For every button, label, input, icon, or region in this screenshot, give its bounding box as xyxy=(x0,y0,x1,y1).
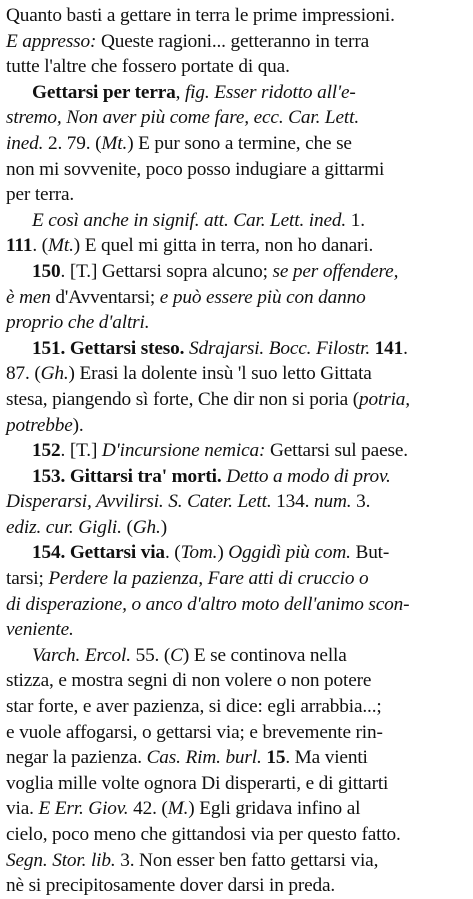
italic-run: C xyxy=(170,644,183,666)
dictionary-entry xyxy=(6,336,467,438)
text-run: e vuole affogarsi, o gettarsi via; e brevemente rin- xyxy=(6,721,383,743)
text-run: 3. xyxy=(351,491,371,513)
italic-run: Cas. Rim. burl. xyxy=(146,747,262,769)
dictionary-entry xyxy=(6,259,467,336)
italic-run: Segn. Stor. lib. xyxy=(6,849,116,871)
bold-run: 150 xyxy=(32,260,61,282)
text-run: ( xyxy=(121,516,133,538)
text-run: . Ma vienti xyxy=(285,747,368,769)
italic-run: proprio che d'altri. xyxy=(6,312,150,334)
text-line xyxy=(6,54,467,80)
dictionary-entry xyxy=(6,464,467,541)
text-run: Queste ragioni... getteranno in terra xyxy=(96,30,369,52)
text-run: , xyxy=(175,81,185,103)
italic-run: è men xyxy=(6,286,51,308)
text-run: 87. ( xyxy=(6,363,41,385)
bold-run: 152 xyxy=(32,440,61,462)
text-run: stizza, e mostra segni di non volere o non potere xyxy=(6,670,372,692)
bold-run: 15 xyxy=(266,747,286,769)
bold-run: 151. Gettarsi steso. xyxy=(32,337,185,359)
italic-run: E appresso: xyxy=(6,30,97,52)
italic-run: fig. Esser ridotto all'e- xyxy=(184,81,356,103)
text-run: star forte, e aver pazienza, si dice: egli arrabbia...; xyxy=(6,696,382,718)
italic-run: se per offendere, xyxy=(272,260,399,282)
text-line xyxy=(6,387,467,413)
text-line xyxy=(6,694,467,720)
text-run: nè si precipitosamente dover darsi in preda. xyxy=(6,875,336,897)
text-run: non mi sovvenite, poco posso indugiare a gittarmi xyxy=(6,158,385,180)
text-line xyxy=(6,540,467,566)
text-line xyxy=(6,336,467,362)
text-run: cielo, poco meno che gittandosi via per questo fatto. xyxy=(6,824,401,845)
text-run: 42. ( xyxy=(128,798,168,820)
text-run: ) Egli gridava infino al xyxy=(188,798,361,820)
italic-run: Mt. xyxy=(47,235,74,257)
text-run: 1. xyxy=(346,209,365,231)
text-run: per terra. xyxy=(6,184,75,206)
text-line xyxy=(6,29,467,55)
italic-run: ediz. cur. Gigli. xyxy=(6,516,122,538)
text-run: negar la pazienza. xyxy=(6,747,147,769)
text-run: tarsi; xyxy=(6,568,49,590)
text-run: . xyxy=(403,337,408,359)
bold-run: 111 xyxy=(6,235,33,257)
dictionary-entry xyxy=(6,540,467,642)
text-run: 134. xyxy=(271,491,314,513)
text-line xyxy=(6,3,467,29)
italic-run: Oggidì più com. xyxy=(228,542,351,564)
italic-run: potria, xyxy=(359,388,410,410)
bold-run: 153. Gittarsi tra' morti. xyxy=(32,465,222,487)
text-line xyxy=(6,208,467,234)
italic-run: Tom. xyxy=(180,542,218,564)
text-line xyxy=(6,489,467,515)
italic-run: di disperazione, o anco d'altro moto dell'animo scon- xyxy=(6,593,410,615)
italic-run: Gh. xyxy=(40,363,69,385)
text-run: ). xyxy=(72,414,84,436)
text-line xyxy=(6,745,467,771)
text-line xyxy=(6,464,467,490)
text-run: Quanto basti a gettare in terra le prime impressioni. xyxy=(6,5,395,26)
text-run: ) xyxy=(217,542,229,564)
text-run: ) E pur sono a termine, che se xyxy=(127,132,352,154)
text-line xyxy=(6,796,467,822)
italic-run: Detto a modo di prov. xyxy=(226,465,391,487)
text-line xyxy=(6,515,467,541)
italic-run: E Err. Giov. xyxy=(38,798,129,820)
text-line xyxy=(6,873,467,899)
text-run: ) xyxy=(160,516,167,538)
text-line xyxy=(6,259,467,285)
text-line xyxy=(6,105,467,131)
text-line xyxy=(6,80,467,106)
text-run: voglia mille volte ognora Di disperarti, e di gittarti xyxy=(6,772,389,794)
italic-run: E così anche in signif. att. Car. Lett. ined. xyxy=(32,209,347,231)
italic-run: Mt. xyxy=(101,132,128,154)
text-run: d'Avventarsi; xyxy=(50,286,160,308)
dictionary-entry xyxy=(6,3,467,80)
text-line xyxy=(6,668,467,694)
italic-run: M. xyxy=(167,798,189,820)
text-line xyxy=(6,566,467,592)
text-line xyxy=(6,720,467,746)
bold-run: 154. Gettarsi via xyxy=(32,542,165,564)
text-line xyxy=(6,592,467,618)
text-line xyxy=(6,822,467,848)
text-line xyxy=(6,233,467,259)
text-line xyxy=(6,643,467,669)
italic-run: Disperarsi, Avvilirsi. S. Cater. Lett. xyxy=(6,491,272,513)
text-run: ) E se continova nella xyxy=(182,644,347,666)
text-run: Gettarsi sul paese. xyxy=(265,440,408,462)
text-run: stesa, piangendo sì forte, Che dir non si poria ( xyxy=(6,388,360,410)
text-run: 3. Non esser ben fatto gettarsi via, xyxy=(115,849,379,871)
text-run: ) Erasi la dolente insù 'l suo letto Gittata xyxy=(68,363,372,385)
text-run: . [T.] xyxy=(60,440,102,462)
italic-run: Varch. Ercol. xyxy=(32,644,131,666)
text-line xyxy=(6,131,467,157)
text-run: tutte l'altre che fossero portate di qua. xyxy=(6,56,290,78)
dictionary-entry xyxy=(6,80,467,208)
text-line xyxy=(6,771,467,797)
text-line xyxy=(6,182,467,208)
text-run: . ( xyxy=(164,542,181,564)
dictionary-entry xyxy=(6,438,467,464)
text-run: But- xyxy=(350,542,390,564)
text-run: ) E quel mi gitta in terra, non ho danari. xyxy=(73,235,374,257)
dictionary-entry xyxy=(6,208,467,259)
text-line xyxy=(6,617,467,643)
text-line xyxy=(6,848,467,874)
italic-run: D'incursione nemica: xyxy=(101,440,266,462)
text-line xyxy=(6,438,467,464)
text-run: via. xyxy=(6,798,39,820)
italic-run: veniente. xyxy=(6,619,74,641)
italic-run: Sdrajarsi. Bocc. Filostr. xyxy=(188,337,370,359)
italic-run: stremo, Non aver più come fare, ecc. Car. Lett. xyxy=(6,107,359,129)
italic-run: num. xyxy=(314,491,352,513)
text-run: 2. 79. ( xyxy=(43,132,102,154)
italic-run: Gh. xyxy=(132,516,161,538)
bold-run: Gettarsi per terra xyxy=(32,81,176,103)
text-run: 55. ( xyxy=(130,644,171,666)
italic-run: Perdere la pazienza, Fare atti di cruccio o xyxy=(48,568,369,590)
italic-run: e può essere più con danno xyxy=(159,286,366,308)
text-run: . [T.] Gettarsi sopra alcuno; xyxy=(60,260,273,282)
bold-run: 141 xyxy=(374,337,404,359)
italic-run: ined. xyxy=(6,132,44,154)
dictionary-entry xyxy=(6,643,467,899)
text-line xyxy=(6,361,467,387)
text-line xyxy=(6,285,467,311)
text-run: . ( xyxy=(32,235,48,257)
text-line xyxy=(6,310,467,336)
text-line xyxy=(6,413,467,439)
italic-run: potrebbe xyxy=(6,414,73,436)
text-line xyxy=(6,157,467,183)
